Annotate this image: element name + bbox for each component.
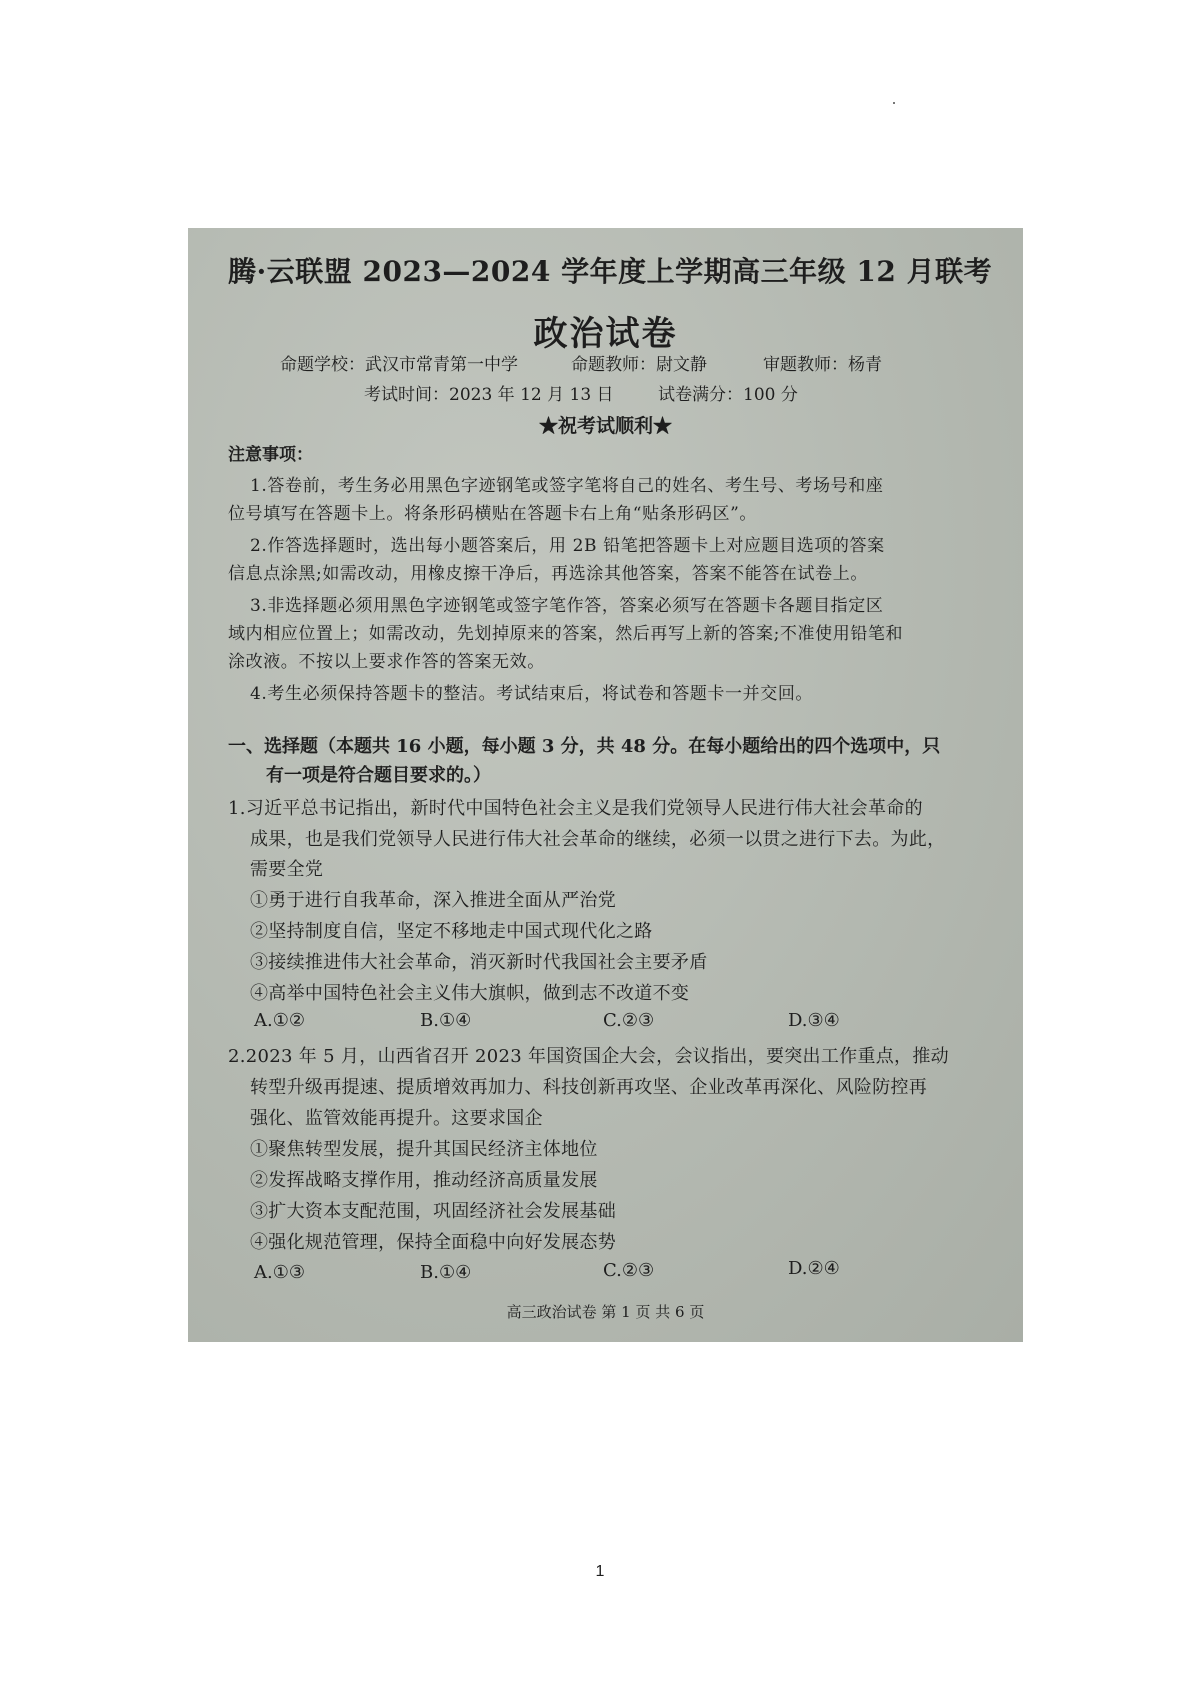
question-2-stem: 转型升级再提速、提质增效再加力、科技创新再攻坚、企业改革再深化、风险防控再 <box>250 1077 928 1098</box>
question-2-item: ③扩大资本支配范围，巩固经济社会发展基础 <box>250 1201 616 1222</box>
notice-line: 1.答卷前，考生务必用黑色字迹钢笔或签字笔将自己的姓名、考生号、考场号和座 <box>250 476 884 496</box>
notice-line: 2.作答选择题时，选出每小题答案后，用 2B 铅笔把答题卡上对应题目选项的答案 <box>250 536 885 556</box>
question-1-stem: 成果，也是我们党领导人民进行伟大社会革命的继续，必须一以贯之进行下去。为此， <box>250 829 946 850</box>
question-1-stem: 需要全党 <box>250 859 324 880</box>
notice-heading: 注意事项： <box>228 445 313 465</box>
exam-subject: 政治试卷 <box>533 314 678 354</box>
question-2-item: ①聚焦转型发展，提升其国民经济主体地位 <box>250 1139 598 1160</box>
page-footer: 高三政治试卷 第 1 页 共 6 页 <box>506 1303 705 1321</box>
notice-line: 4.考生必须保持答题卡的整洁。考试结束后，将试卷和答题卡一并交回。 <box>250 684 814 704</box>
notice-line: 信息点涂黑;如需改动，用橡皮擦干净后，再选涂其他答案，答案不能答在试卷上。 <box>228 564 868 584</box>
question-1-stem: 1.习近平总书记指出，新时代中国特色社会主义是我们党领导人民进行伟大社会革命的 <box>228 798 923 819</box>
exam-paper <box>188 228 1023 1342</box>
question-2-stem: 强化、监管效能再提升。这要求国企 <box>250 1108 543 1129</box>
question-1-option-c: C.②③ <box>603 1010 655 1031</box>
notice-line: 3.非选择题必须用黑色字迹钢笔或签字笔作答，答案必须写在答题卡各题目指定区 <box>250 596 884 616</box>
question-1-item: ①勇于进行自我革命，深入推进全面从严治党 <box>250 890 616 911</box>
question-1-item: ④高举中国特色社会主义伟大旗帜，做到志不改道不变 <box>250 983 690 1004</box>
notice-line: 域内相应位置上；如需改动，先划掉原来的答案，然后再写上新的答案;不准使用铅笔和 <box>228 624 904 644</box>
good-luck-banner: ★祝考试顺利★ <box>538 415 672 437</box>
section-heading: 一、选择题（本题共 16 小题，每小题 3 分，共 48 分。在每小题给出的四个选项中，只 <box>228 736 941 757</box>
question-2-item: ④强化规范管理，保持全面稳中向好发展态势 <box>250 1232 616 1253</box>
question-1-item: ②坚持制度自信，坚定不移地走中国式现代化之路 <box>250 921 653 942</box>
question-2-option-b: B.①④ <box>420 1262 472 1283</box>
question-2-option-d: D.②④ <box>788 1258 840 1279</box>
question-1-option-b: B.①④ <box>420 1010 472 1031</box>
exam-title: 腾·云联盟 2023—2024 学年度上学期高三年级 12 月联考 <box>228 255 993 288</box>
question-2-option-c: C.②③ <box>603 1260 655 1281</box>
section-heading-cont: 有一项是符合题目要求的。） <box>266 765 491 786</box>
school-label: 命题学校：武汉市常青第一中学 <box>280 355 518 375</box>
scan-speck <box>893 102 895 104</box>
page-number: 1 <box>595 1563 605 1580</box>
reviewer-label: 审题教师：杨青 <box>763 355 882 375</box>
scanned-exam-photo <box>188 228 1023 1342</box>
question-2-item: ②发挥战略支撑作用，推动经济高质量发展 <box>250 1170 598 1191</box>
question-2-stem: 2.2023 年 5 月，山西省召开 2023 年国资国企大会，会议指出，要突出工作重点，推动 <box>228 1046 949 1067</box>
full-score: 试卷满分：100 分 <box>658 385 798 405</box>
notice-line: 位号填写在答题卡上。将条形码横贴在答题卡右上角“贴条形码区”。 <box>228 504 757 524</box>
notice-line: 涂改液。不按以上要求作答的答案无效。 <box>228 652 545 672</box>
question-1-option-a: A.①② <box>254 1010 305 1031</box>
exam-time: 考试时间：2023 年 12 月 13 日 <box>364 385 614 405</box>
teacher-label: 命题教师：尉文静 <box>571 355 707 375</box>
question-2-option-a: A.①③ <box>254 1262 305 1283</box>
question-1-option-d: D.③④ <box>788 1010 840 1031</box>
question-1-item: ③接续推进伟大社会革命，消灭新时代我国社会主要矛盾 <box>250 952 708 973</box>
